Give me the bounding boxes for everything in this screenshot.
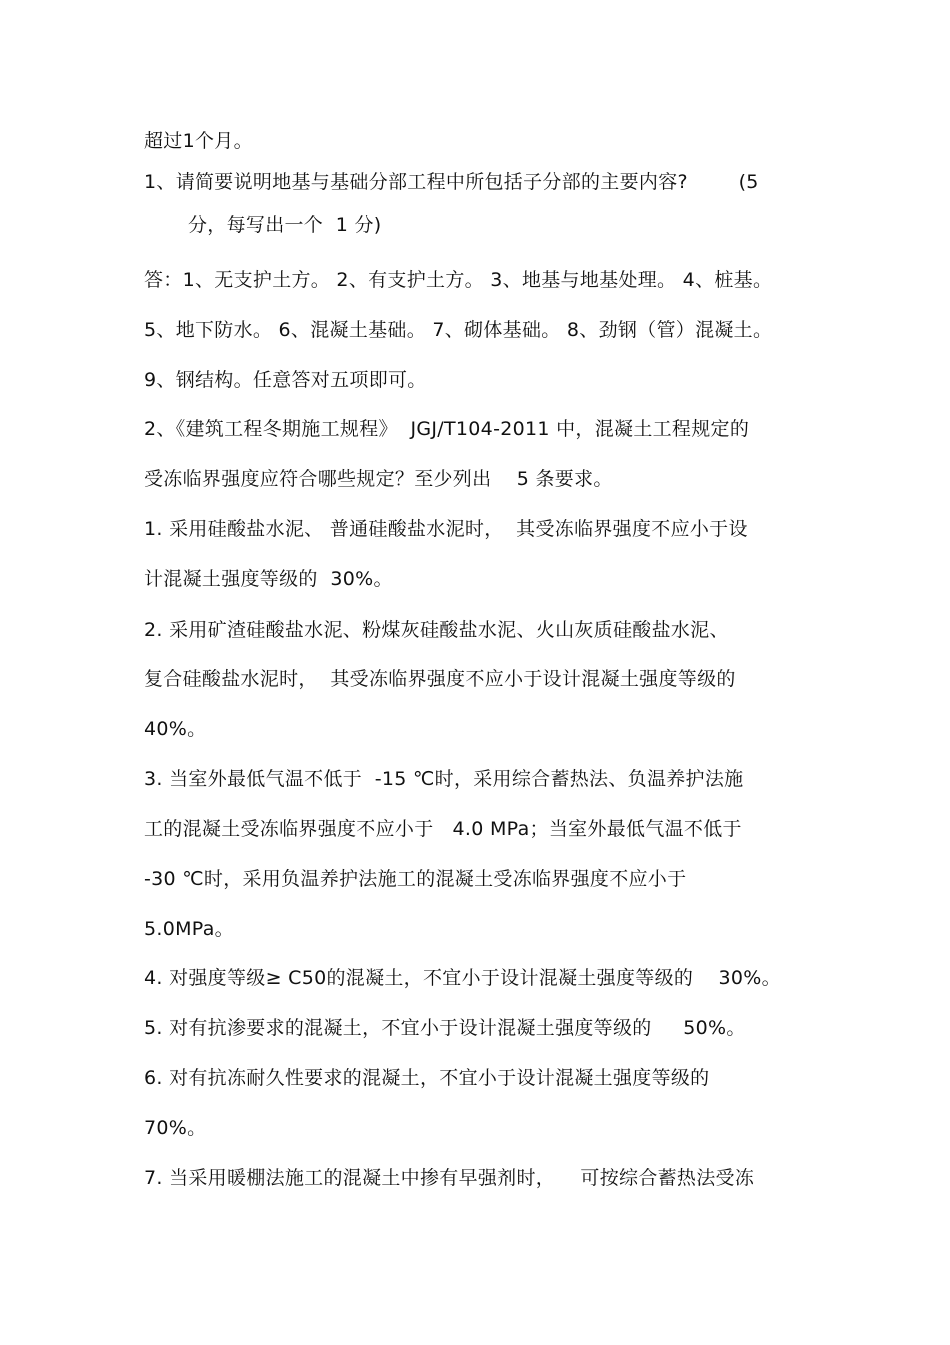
rule-2-line-1: 2. 采用矿渣硅酸盐水泥、粉煤灰硅酸盐水泥、火山灰质硅酸盐水泥、 [144, 619, 729, 641]
rule-3-line-1: 3. 当室外最低气温不低于 -15 ℃时，采用综合蓄热法、负温养护法施 [144, 768, 744, 790]
rule-3-line-2: 工的混凝土受冻临界强度不应小于 4.0 MPa；当室外最低气温不低于 [144, 818, 742, 840]
answer-1-line-3: 9、钢结构。任意答对五项即可。 [144, 369, 427, 391]
answer-1-line-1: 答：1、无支护土方。 2、有支护土方。 3、地基与地基处理。 4、桩基。 [144, 269, 773, 291]
text-line-continuation: 超过1个月。 [144, 130, 253, 152]
question-2-title-cont: 受冻临界强度应符合哪些规定？至少列出 5 条要求。 [144, 468, 613, 490]
question-2-title: 2、《建筑工程冬期施工规程》 JGJ/T104-2011 中，混凝土工程规定的 [144, 418, 750, 440]
rule-2-line-2: 复合硅酸盐水泥时， 其受冻临界强度不应小于设计混凝土强度等级的 [144, 668, 736, 690]
question-1-title: 1、请简要说明地基与基础分部工程中所包括子分部的主要内容? (5 [144, 171, 759, 193]
rule-5: 5. 对有抗渗要求的混凝土，不宜小于设计混凝土强度等级的 50%。 [144, 1017, 746, 1039]
rule-3-line-4: 5.0MPa。 [144, 918, 234, 940]
rule-2-line-3: 40%。 [144, 718, 207, 740]
rule-3-line-3: -30 ℃时，采用负温养护法施工的混凝土受冻临界强度不应小于 [144, 868, 687, 890]
rule-1-line-1: 1. 采用硅酸盐水泥、 普通硅酸盐水泥时， 其受冻临界强度不应小于设 [144, 518, 748, 540]
rule-4: 4. 对强度等级≥ C50的混凝土，不宜小于设计混凝土强度等级的 30%。 [144, 967, 781, 989]
rule-1-line-2: 计混凝土强度等级的 30%。 [144, 568, 393, 590]
question-1-score: 分，每写出一个 1 分) [188, 214, 382, 236]
answer-1-line-2: 5、地下防水。 6、混凝土基础。 7、砌体基础。 8、劲钢（管）混凝土。 [144, 319, 773, 341]
rule-6-line-2: 70%。 [144, 1117, 207, 1139]
rule-6-line-1: 6. 对有抗冻耐久性要求的混凝土，不宜小于设计混凝土强度等级的 [144, 1067, 710, 1089]
rule-7-line-1: 7. 当采用暖棚法施工的混凝土中掺有早强剂时， 可按综合蓄热法受冻 [144, 1167, 755, 1189]
